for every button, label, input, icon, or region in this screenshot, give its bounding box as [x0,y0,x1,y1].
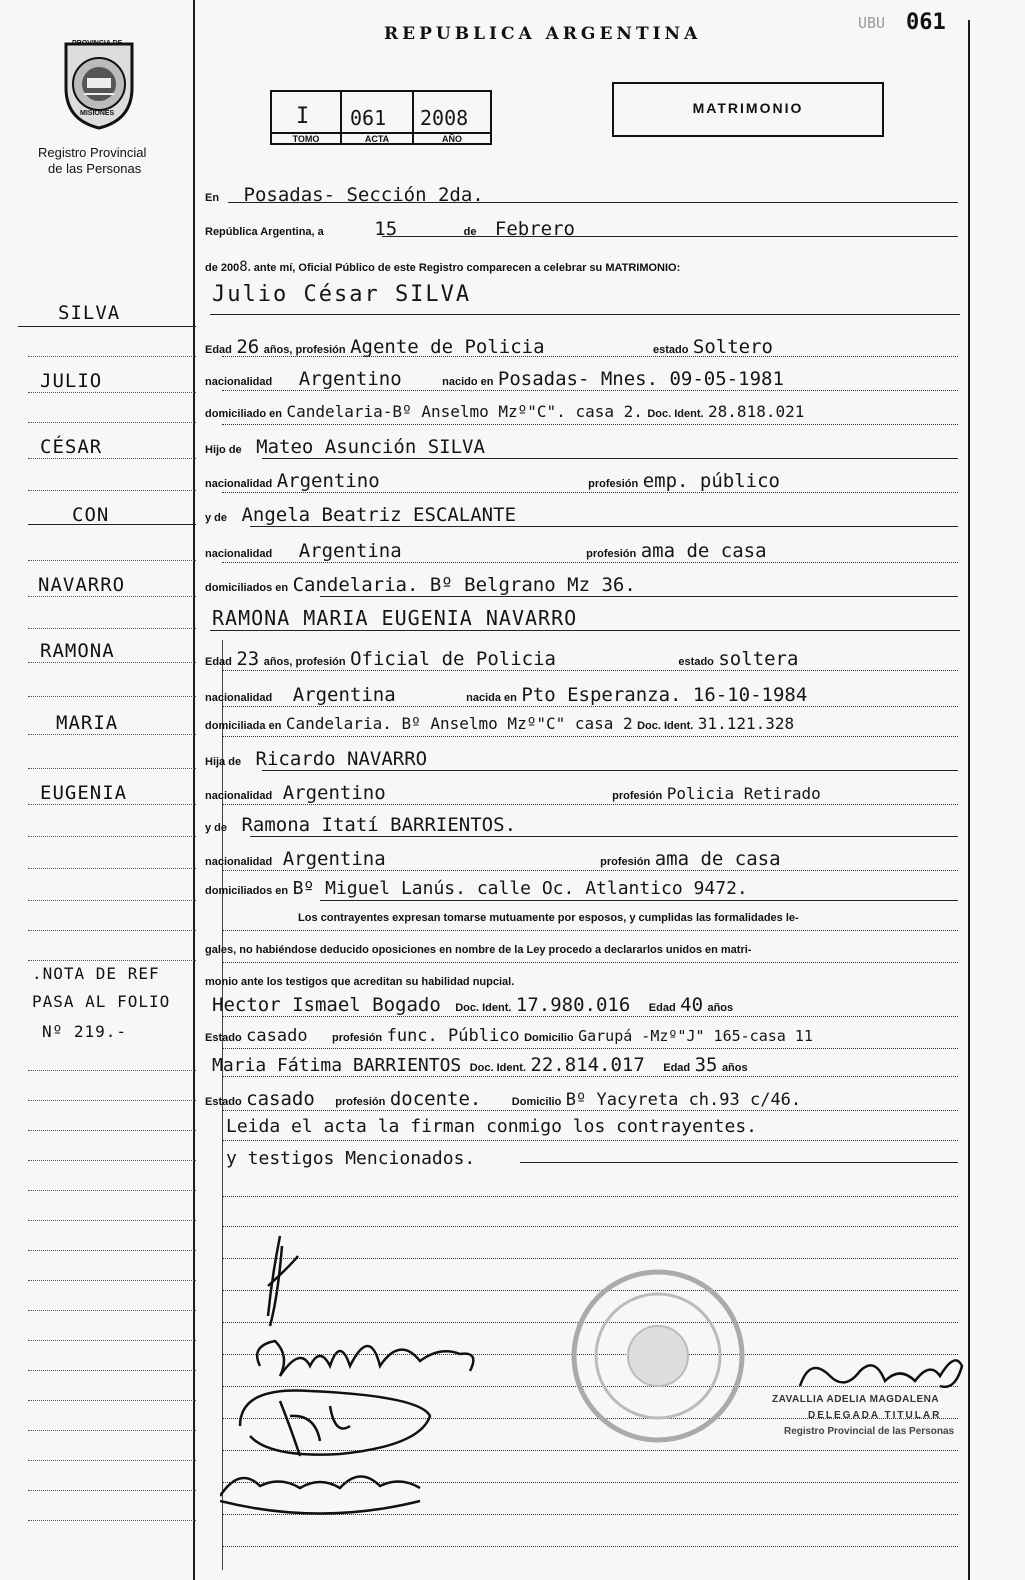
witness1-age: 40 [680,994,704,1016]
registry-name-line1: Registro Provincial [38,145,147,160]
closing-line-2: y testigos Mencionados. [226,1148,476,1169]
margin-line [28,1190,196,1191]
estado-label-3: Estado [205,1032,242,1044]
row-groom-mother [205,504,516,526]
witness1-name: Hector Ismael Bogado [212,994,441,1016]
declaration-line-2-rule [222,962,958,963]
row-bride-age-line [222,670,958,671]
margin-line [28,524,196,525]
bride-nationality: Argentina [292,684,396,706]
estado-label: estado [652,344,689,356]
witness2-status: casado [246,1088,315,1110]
anos-label-3: años [707,1002,734,1014]
bride-address: Candelaria. Bº Anselmo Mzº"C" casa 2 [285,714,633,733]
anio-label: AÑO [442,134,462,144]
estado-label-2: estado [678,656,714,668]
row-groom-mother-nat [205,540,767,562]
bride-father: Ricardo NAVARRO [255,748,428,770]
margin-line [28,1250,196,1251]
folio-number: 061 [906,10,946,35]
row-groom-father-nat [205,470,780,492]
row-groom-parents-address [205,574,636,596]
groom-status: Soltero [692,336,773,358]
domicilio-label: Domicilio [524,1032,574,1044]
en-label: En [205,192,220,204]
ruled-line [222,1196,958,1197]
doc-label-3: Doc. Ident. [455,1002,512,1014]
row-witness2-name [212,1054,748,1076]
month-value: Febrero [494,218,575,240]
bride-mother-prof: ama de casa [654,848,781,870]
row-groom-nationality-line [222,390,958,391]
bride-status: soltera [718,648,799,670]
row-witness1-name [212,994,733,1016]
margin-line [28,1400,196,1401]
hija-label: Hija de [205,756,242,768]
margin-note-line1: .NOTA DE REF [32,964,160,983]
groom-birth: Posadas- Mnes. 09-05-1981 [497,368,784,390]
groom-doc: 28.818.021 [708,402,805,421]
witness1-prof: func. Público [386,1026,520,1046]
row-groom-mother-nat-line [222,562,958,563]
margin-underline-1 [18,326,196,327]
profesion-label-5: profesión [332,1032,383,1044]
official-office: Registro Provincial de las Personas [784,1426,955,1437]
row-bride-mother-line [250,836,958,837]
hijo-label: Hijo de [205,444,242,456]
margin-line [28,1520,196,1521]
yde-label-2: y de [205,822,228,834]
margin-line [28,628,196,629]
row-witness1-details [205,1026,813,1046]
declaration-line-3: monio ante los testigos que acreditan su habilidad nupcial. [205,976,515,988]
margin-note-line3: Nº 219.- [42,1022,128,1041]
declaration-line-1: Los contrayentes expresan tomarse mutuamente por esposos, y cumplidas las formalidades le- [298,912,799,924]
margin-entry-bride-surname: NAVARRO [38,574,126,596]
groom-parents-address: Candelaria. Bº Belgrano Mz 36. [292,574,636,596]
place-value: Posadas- Sección 2da. [243,184,484,206]
groom-nationality: Argentino [298,368,402,390]
margin-line [28,960,196,961]
bride-birth: Pto Esperanza. 16-10-1984 [521,684,808,706]
estado-label-4: Estado [205,1096,242,1108]
intro-text: . ante mí, Oficial Público de este Registro comparecen a celebrar su MATRIMONIO: [247,262,681,274]
groom-mother-prof: ama de casa [640,540,767,562]
edad-label-3: Edad [648,1002,676,1014]
profesion-label: profesión [588,478,639,490]
groom-address: Candelaria-Bº Anselmo Mzº"C". casa 2. [286,402,643,421]
groom-name: Julio César SILVA [212,282,472,307]
witness2-age: 35 [694,1054,718,1076]
day-value: 15 [374,218,398,240]
anos-profesion-label: años, profesión [263,344,346,356]
yde-label: y de [205,512,228,524]
margin-entry-first-name: JULIO [40,370,103,392]
declaration-line-1-rule [222,930,958,931]
nacionalidad-label-4: nacionalidad [205,692,273,704]
nacionalidad-label-3: nacionalidad [205,548,273,560]
edad-label: Edad [205,344,232,356]
row-groom-address-line [222,424,958,425]
acta-value: 061 [350,106,387,130]
row-witness1-details-line [222,1048,958,1049]
row-bride-father [205,748,427,770]
margin-line [28,392,196,393]
witness1-status: casado [246,1026,308,1046]
margin-line [28,804,196,805]
groom-name-underline [210,314,960,315]
margin-line [28,596,196,597]
row-bride-name [212,606,577,630]
margin-line [28,768,196,769]
margin-entry-surname: SILVA [58,302,121,324]
row-bride-father-line [262,770,958,771]
nacionalidad-label-5: nacionalidad [205,790,273,802]
witness2-name: Maria Fátima BARRIENTOS [212,1055,462,1076]
groom-profession: Agente de Policia [350,336,545,358]
official-title: DELEGADA TITULAR [808,1410,942,1421]
row-groom-name [212,282,471,307]
year-prefix: de 200 [205,262,240,274]
margin-line [28,868,196,869]
margin-line [28,490,196,491]
bride-mother: Ramona Itatí BARRIENTOS. [241,814,517,836]
row-bride-parents-address-line [320,900,958,901]
handwritten-signatures [220,1226,500,1566]
row-bride-address-line [222,736,958,737]
margin-line [28,1100,196,1101]
witness1-doc: 17.980.016 [515,994,631,1016]
margin-line [28,836,196,837]
margin-line [28,930,196,931]
margin-line [28,356,196,357]
row-witness2-name-line [222,1076,958,1077]
date-underline [382,236,958,237]
margin-line [28,560,196,561]
republica-label: República Argentina, a [205,226,324,238]
place-underline [228,202,958,203]
margin-line [28,1130,196,1131]
margin-line [28,458,196,459]
row-bride-nationality-line [222,706,958,707]
anio-value: 2008 [420,106,469,130]
act-type-label: MATRIMONIO [692,100,804,116]
margin-entry-second-name: CÉSAR [40,436,103,458]
row-groom-father-nat-line [222,492,958,493]
groom-father-nat: Argentino [276,470,380,492]
row-bride-father-nat-line [222,804,958,805]
row-bride-mother-nat [205,848,781,870]
row-groom-mother-line [250,526,958,527]
witness2-prof: docente. [389,1088,482,1110]
row-bride-nationality [205,684,807,706]
bride-name: RAMONA MARIA EUGENIA NAVARRO [212,606,578,630]
domiciliados-label: domiciliados en [205,582,289,594]
groom-mother: Angela Beatriz ESCALANTE [241,504,517,526]
row-groom-parents-address-line [320,596,958,597]
margin-line [28,422,196,423]
anos-label-4: años [721,1062,748,1074]
nacionalidad-label-2: nacionalidad [205,478,273,490]
margin-line [28,1280,196,1281]
profesion-label-2: profesión [586,548,637,560]
margin-line [28,900,196,901]
margin-line [28,734,196,735]
row-witness1-name-line [222,1016,958,1017]
seal-text-top: PROVINCIA DE [72,40,123,47]
margin-line [28,1430,196,1431]
edad-label-2: Edad [205,656,232,668]
margin-line [28,1070,196,1071]
left-border-line [193,0,195,1580]
nacida-label: nacida en [466,692,517,704]
domicilio-label-2: Domicilio [511,1096,562,1108]
margin-entry-bride-third-name: EUGENIA [40,782,128,804]
declaration-line-2: gales, no habiéndose deducido oposiciones en nombre de la Ley procedo a declararlos unidos en matri- [205,944,752,956]
nacido-label: nacido en [442,376,494,388]
domiciliada-label: domiciliada en [205,720,282,732]
groom-mother-nat: Argentina [298,540,402,562]
margin-entry-bride-first-name: RAMONA [40,640,115,662]
row-groom-age [205,336,773,358]
row-intro [205,258,680,276]
country-heading: REPUBLICA ARGENTINA [384,24,702,44]
de-label: de [463,226,477,238]
profesion-label-3: profesión [612,790,663,802]
nacionalidad-label: nacionalidad [205,376,273,388]
row-witness2-details-line [222,1110,958,1111]
groom-father: Mateo Asunción SILVA [256,436,485,458]
row-bride-age [205,648,798,670]
groom-father-prof: emp. público [642,470,780,492]
margin-note-line2: PASA AL FOLIO [32,992,171,1011]
witness2-doc: 22.814.017 [530,1054,645,1076]
row-witness2-details [205,1088,801,1110]
official-name: ZAVALLIA ADELIA MAGDALENA [772,1394,940,1405]
seal-text-bottom: MISIONES [80,110,115,117]
row-bride-mother [205,814,516,836]
tomo-label: TOMO [292,134,320,144]
doc-label-2: Doc. Ident. [637,720,694,732]
bride-name-underline [210,630,960,631]
margin-line [28,1460,196,1461]
nacionalidad-label-6: nacionalidad [205,856,273,868]
margin-line [28,1310,196,1311]
doc-label-4: Doc. Ident. [469,1062,526,1074]
bride-doc: 31.121.328 [697,714,795,733]
tomo-value: I [296,104,310,129]
row-groom-father [205,436,485,458]
official-round-stamp [568,1266,748,1446]
bride-age: 23 [236,648,260,670]
margin-line [28,1490,196,1491]
margin-line [28,1220,196,1221]
profesion-label-4: profesión [600,856,651,868]
row-bride-address [205,714,794,734]
witness2-address: Bº Yacyreta ch.93 c/46. [565,1090,802,1110]
closing-line-1: Leida el acta la firman conmigo los contrayentes. [226,1116,758,1137]
edad-label-4: Edad [663,1062,691,1074]
row-groom-father-line [262,458,958,459]
profesion-label-6: profesión [335,1096,386,1108]
row-bride-parents-address [205,878,748,899]
margin-entry-bride-second-name: MARIA [56,712,119,734]
bride-father-nat: Argentino [282,782,386,804]
margin-line [28,696,196,697]
bride-mother-nat: Argentina [282,848,386,870]
doc-label: Doc. Ident. [647,408,704,420]
bride-parents-address: Bº Miguel Lanús. calle Oc. Atlantico 9472. [292,878,748,899]
domiciliado-label: domiciliado en [205,408,283,420]
registry-name-line2: de las Personas [48,161,142,176]
row-bride-mother-nat-line [222,870,958,871]
margin-line [28,1160,196,1161]
closing-line-1-rule [222,1140,958,1141]
margin-line [28,1370,196,1371]
margin-line [28,662,196,663]
witness1-address: Garupá -Mzº"J" 165-casa 11 [578,1027,813,1045]
bride-profession: Oficial de Policia [350,648,556,670]
groom-age: 26 [236,336,260,358]
bride-father-prof: Policia Retirado [666,784,821,803]
acta-label: ACTA [364,134,390,144]
row-groom-age-line [222,356,958,357]
margin-entry-con: CON [72,504,110,526]
anos-profesion-label-2: años, profesión [263,656,346,668]
closing-line-2-rule [520,1162,958,1163]
row-bride-father-nat [205,782,821,804]
row-groom-nationality [205,368,784,390]
domiciliados-label-2: domiciliados en [205,885,289,897]
row-groom-address [205,402,804,422]
margin-line [28,1340,196,1341]
year-digit: 8 [239,259,248,275]
folio-stamp-partial: UBU [858,14,886,32]
